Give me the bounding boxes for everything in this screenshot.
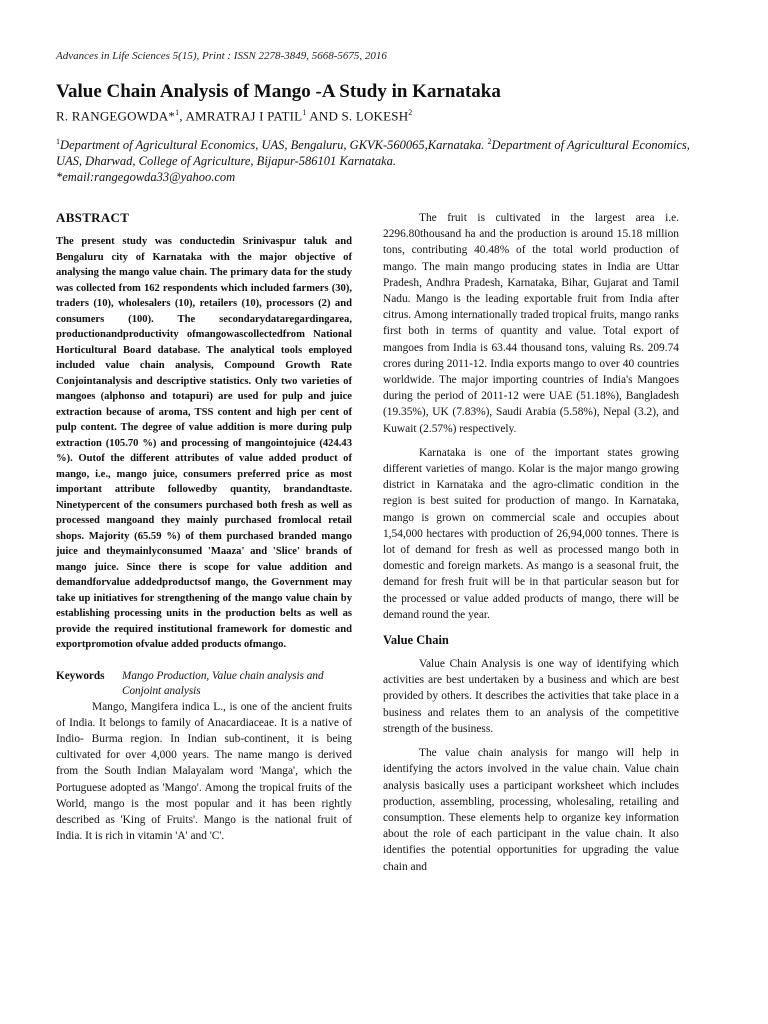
author-1-affiliation-mark: 1 — [175, 108, 180, 117]
author-2: AMRATRAJ I PATIL — [185, 108, 303, 124]
production-paragraph: The fruit is cultivated in the largest area i.e. 2296.80thousand ha and the production is around 15.18 million tons, contributing 40.48% of the total world production of mango. The main mango producing states in India are Uttar Pradesh, Andhra Pradesh, Karnataka, Bihar, Gujarat and Tamil Nadu. Mango is the leading exportable fruit from India after citrus. Among internationally traded tropical fruits, mango ranks first both in terms of quantity and value. Total export of mangoes from India is 63.44 thousand tons, valuing Rs. 209.74 crores during 2011-12. India exports mango to over 40 countries worldwide. The major importing countries of India's Mangoes during the period of 2011-12 were UAE (51.18%), Bangladesh (19.35%), UK (7.83%), Saudi Arabia (5.58%), Nepal (3.2), and Kuwait (2.57%) respectively. — [383, 212, 679, 435]
karnataka-paragraph: Karnataka is one of the important states growing different varieties of mango. Kolar is the major mango growing district in Karnataka and the agro-climatic condition in the region is best suited for production of mango. In Karnataka, mango is grown on commercial scale and occupies about 1,54,000 hectares with production of 26,94,000 tonnes. There is lot of demand for fresh as well as processed mango both in domestic and foreign markets. As mango is a seasonal fruit, the demand for fresh fruit will be in that particular season but for the processed or value added products of mango, there will be demand round the year. — [383, 446, 679, 621]
keywords — [56, 669, 352, 699]
author-3-affiliation-mark: 2 — [408, 108, 413, 117]
keywords-text: Mango Production, Value chain analysis and Conjoint analysis — [122, 669, 324, 697]
running-head: Advances in Life Sciences 5(15), Print : ISSN 2278-3849, 5668-5675, 2016 — [56, 50, 387, 62]
author-1: R. RANGEGOWDA* — [56, 108, 176, 124]
section-heading-value-chain: Value Chain — [383, 633, 449, 648]
abstract-text: The present study was conductedin Srinivaspur taluk and Bengaluru city of Karnataka with the major objective of analysing the mango value chain. The primary data for the study was collected from 162 respondents which included farmers (30), traders (10), wholesalers (10), retailers (10), processors (2) and consumers (100). The secondarydataregardingarea, productionandproductivity ofmangowascollectedfrom National Horticultural Board database. The analytical tools employed included value chain analysis, Compound Growth Rate Conjointanalysis and descriptive statistics. Only two varieties of mangoes (alphonso and totapuri) are used for pulp and juice extraction because of aroma, TSS content and high per cent of pulp content. The degree of value addition is more during pulp extraction (105.70 %) and processing of mangointojuice (424.43 %). Outof the different attributes of value added product of mango, i.e., mango juice, consumers preferred price as most important attribute followedby quantity, brandandtaste. Ninetypercent of the consumers purchased both fresh as well as processed mangoand they mainly purchased fromlocal retail shops. Majority (65.59 %) of them purchased branded mango juice and theymainlyconsumed 'Maaza' and 'Slice' brands of mango juice. Since there is scope for value addition and demandforvalue addedproductsof mango, the Government may take up initiatives for strengthening of the mango value chain by establishing processing units in the production belts as well as provide the required institutional framework for domestic and exportpromotion ofvalue added products ofmango. — [56, 236, 352, 650]
affiliation-1: Department of Agricultural Economics, UAS, Bengaluru, GKVK-560065,Karnataka. — [60, 138, 488, 153]
right-column — [383, 210, 679, 875]
author-separator: , — [179, 108, 186, 124]
keywords-label: Keywords — [56, 669, 105, 682]
left-column — [56, 210, 352, 844]
affiliation-2: Department of Agricultural Economics, UAS, Dharwad, College of Agriculture, Bijapur-586101 Karnataka. — [56, 138, 690, 169]
paper-title: Value Chain Analysis of Mango -A Study in Karnataka — [56, 81, 501, 102]
affiliation-mark-2: 2 — [487, 137, 492, 146]
affiliation-mark-1: 1 — [56, 137, 60, 146]
author-list — [56, 108, 413, 124]
intro-paragraph: Mango, Mangifera indica L., is one of the ancient fruits of India. It belongs to family of Anacardiaceae. It is a native of Indio- Burma region. In Indian sub-continent, it is being cultivated for over 4,000 years. The name mango is derived from the South Indian Malayalam word 'Manga', which the Portuguese adopted as 'Mango'. Among the tropical fruits of the World, mango is the most popular and it has been rightly described as 'King of Fruits'. Mango is the national fruit of India. It is rich in vitamin 'A' and 'C'. — [56, 700, 352, 843]
affiliations — [56, 134, 716, 185]
value-chain-paragraph-2: The value chain analysis for mango will help in identifying the actors involved in the value chain. Value chain analysis basically uses a participant worksheet which includes production, assembling, processing, wholesaling, retailing and consumption. These elements help to organize key information about the role of each participant in the value chain. It also identifies the potential opportunities for upgrading the value chain and — [383, 747, 679, 873]
author-separator: AND — [306, 108, 342, 124]
author-3: S. LOKESH — [341, 108, 409, 124]
value-chain-paragraph-1: Value Chain Analysis is one way of identifying which activities are best undertaken by a business and which are best provided by others. It describes the activities that take place in a business and relates them to an analysis of the competitive strength of the business. — [383, 658, 679, 735]
abstract-heading: ABSTRACT — [56, 210, 130, 225]
corresponding-email: *email:rangegowda33@yahoo.com — [56, 170, 236, 185]
author-2-affiliation-mark: 1 — [302, 108, 307, 117]
